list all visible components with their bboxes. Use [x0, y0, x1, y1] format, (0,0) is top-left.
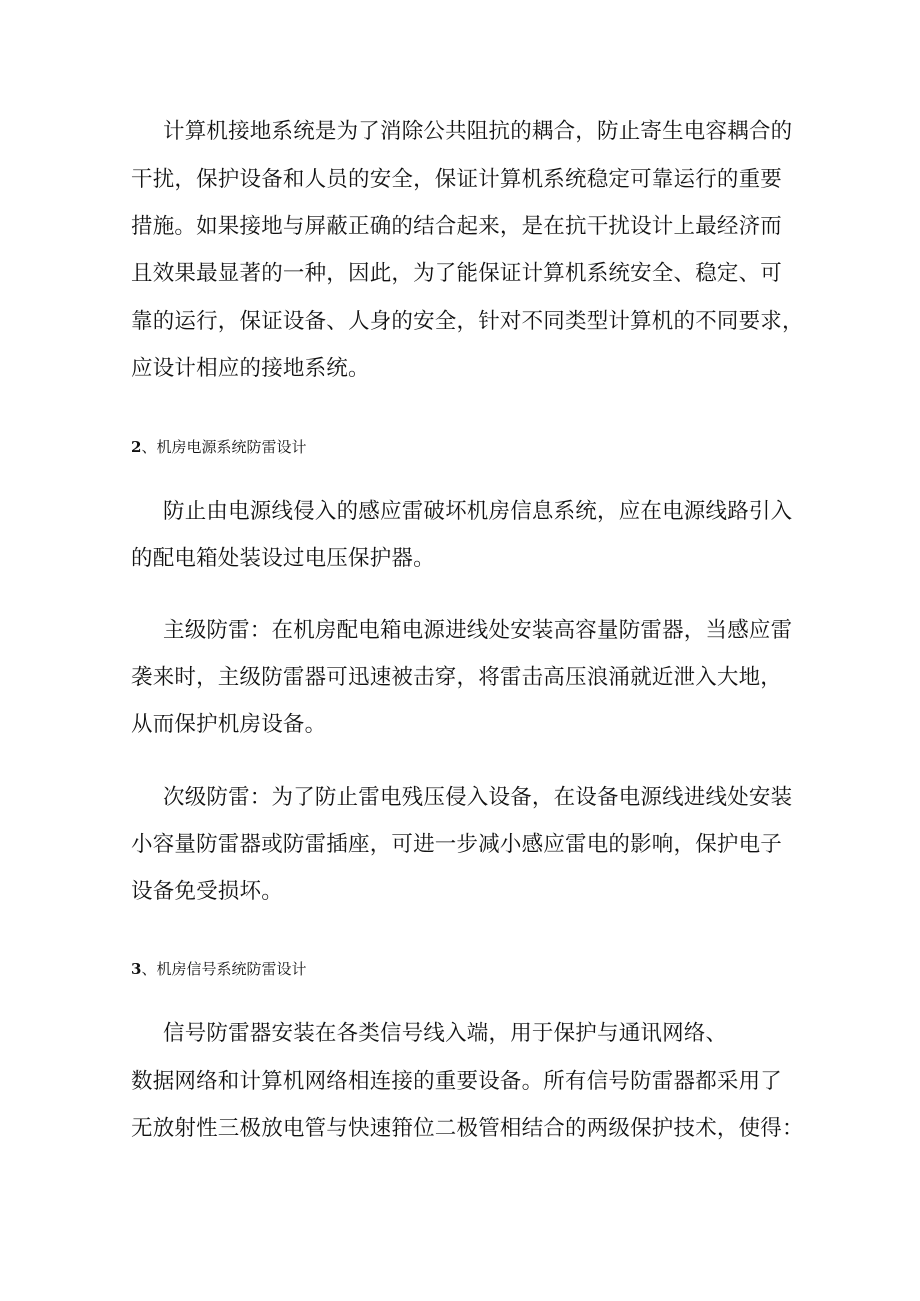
- paragraph-line: 袭来时，主级防雷器可迅速被击穿，将雷击高压浪涌就近泄入大地，: [131, 665, 783, 690]
- paragraph-line: 措施。如果接地与屏蔽正确的结合起来，是在抗干扰设计上最经济而: [131, 214, 783, 239]
- paragraph-line: 次级防雷：为了防止雷电残压侵入设备，在设备电源线进线处安装: [163, 785, 793, 810]
- paragraph-line: 且效果最显著的一种，因此，为了能保证计算机系统安全、稳定、可: [131, 261, 783, 286]
- paragraph-line: 计算机接地系统是为了消除公共阻抗的耦合，防止寄生电容耦合的: [163, 119, 793, 144]
- section-heading-signal-lightning: [131, 959, 306, 979]
- paragraph-line: 靠的运行，保证设备、人身的安全，针对不同类型计算机的不同要求，: [131, 309, 804, 334]
- paragraph-line: 信号防雷器安装在各类信号线入端，用于保护与通讯网络、: [163, 1021, 728, 1046]
- paragraph-line: 设备免受损坏。: [131, 879, 283, 904]
- paragraph-line: 防止由电源线侵入的感应雷破坏机房信息系统，应在电源线路引入: [163, 499, 793, 524]
- paragraph-line: 主级防雷：在机房配电箱电源进线处安装高容量防雷器，当感应雷: [163, 618, 793, 643]
- paragraph-line: 小容量防雷器或防雷插座，可进一步减小感应雷电的影响，保护电子: [131, 832, 783, 857]
- heading-number: 2: [131, 438, 142, 456]
- heading-number: 3: [131, 960, 142, 978]
- paragraph-line: 数据网络和计算机网络相连接的重要设备。所有信号防雷器都采用了: [131, 1069, 783, 1094]
- paragraph-line: 应设计相应的接地系统。: [131, 356, 370, 381]
- paragraph-line: 无放射性三极放电管与快速箝位二极管相结合的两级保护技术，使得：: [131, 1116, 804, 1141]
- section-heading-power-lightning: [131, 437, 306, 457]
- paragraph-line: 的配电箱处装设过电压保护器。: [131, 546, 435, 571]
- paragraph-line: 干扰，保护设备和人员的安全，保证计算机系统稳定可靠运行的重要: [131, 167, 783, 192]
- heading-text: 、机房电源系统防雷设计: [141, 438, 307, 456]
- paragraph-line: 从而保护机房设备。: [131, 712, 327, 737]
- heading-text: 、机房信号系统防雷设计: [141, 960, 307, 978]
